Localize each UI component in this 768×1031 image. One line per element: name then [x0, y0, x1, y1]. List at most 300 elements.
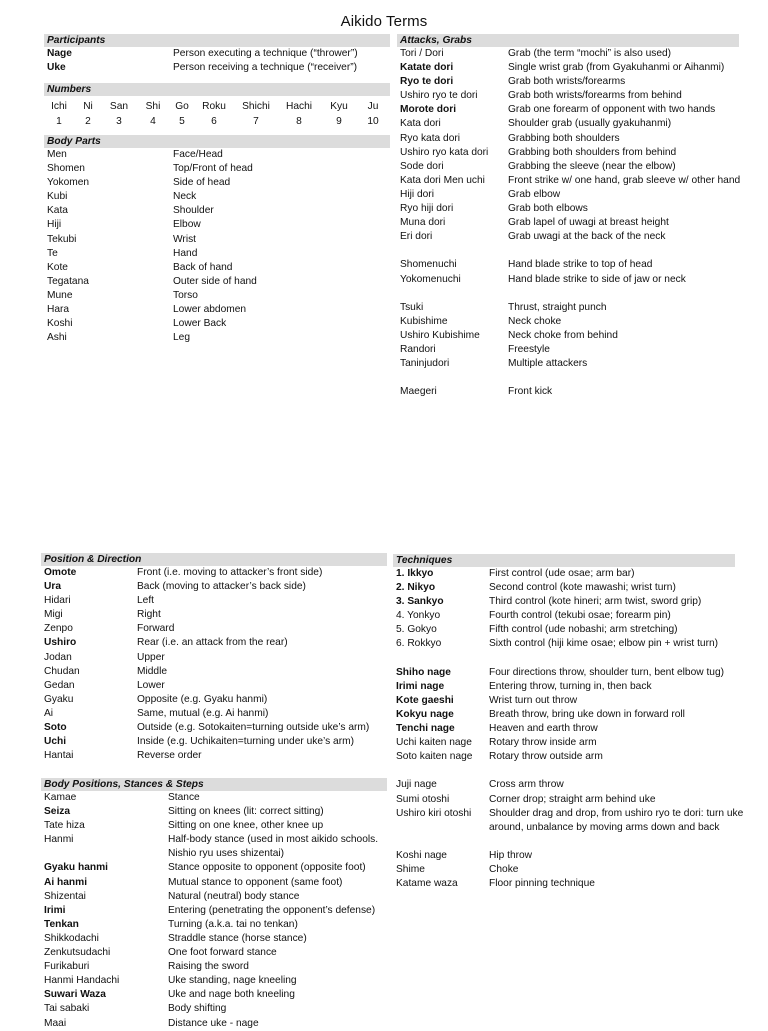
term: Ushiro	[44, 637, 77, 649]
term-row	[393, 849, 735, 863]
term-row	[44, 289, 390, 303]
term: Morote dori	[400, 104, 457, 116]
body-parts-list	[44, 148, 390, 345]
definition: Lower abdomen	[173, 304, 247, 316]
term-row	[397, 329, 739, 343]
row-spacer	[393, 835, 735, 849]
number-column	[324, 100, 354, 129]
term: Omote	[44, 567, 77, 578]
definition: Straddle stance (horse stance)	[168, 932, 307, 944]
definition: Rotary throw inside arm	[489, 737, 597, 749]
definition: Grab uwagi at the back of the neck	[508, 231, 666, 243]
term: Tenchi nage	[396, 723, 455, 735]
definition: Neck	[173, 191, 197, 203]
term: Ushiro Kubishime	[400, 329, 480, 341]
term-row	[41, 833, 387, 847]
term: 4. Yonkyo	[396, 610, 441, 622]
definition: Corner drop; straight arm behind uke	[489, 793, 656, 805]
definition: Single wrist grab (from Gyakuhanmi or Aihanmi)	[508, 62, 725, 74]
definition: Torso	[173, 289, 198, 301]
term-row	[397, 146, 739, 160]
term: Koshi	[47, 318, 73, 330]
term: Irimi nage	[396, 680, 445, 692]
term: Tai sabaki	[44, 1003, 90, 1015]
definition: Upper	[137, 651, 165, 663]
term-row	[393, 609, 735, 623]
definition: First control (ude osae; arm bar)	[489, 568, 635, 579]
body-parts-section	[44, 135, 390, 345]
participants-section	[44, 34, 390, 75]
term-row	[397, 117, 739, 131]
term-row	[41, 791, 387, 805]
term: Ryo te dori	[400, 76, 454, 88]
term: Tenkan	[44, 918, 79, 930]
definition: Stance opposite to opponent (opposite foot)	[168, 862, 366, 874]
term-row	[41, 707, 387, 721]
definition: Turning (a.k.a. tai no tenkan)	[168, 918, 298, 930]
term: Shiho nage	[396, 666, 451, 678]
term-row	[393, 581, 735, 595]
definition: Grabbing both shoulders	[508, 132, 620, 144]
definition: Body shifting	[168, 1003, 227, 1015]
term: Yokomen	[47, 177, 90, 189]
term: Ryo hiji dori	[400, 203, 454, 215]
definition: Person executing a technique (“thrower”)	[173, 48, 358, 59]
definition: One foot forward stance	[168, 947, 277, 959]
term-row	[41, 735, 387, 749]
definition: Front (i.e. moving to attacker’s front side)	[137, 567, 323, 578]
term: Kote gaeshi	[396, 694, 454, 706]
term-row	[41, 580, 387, 594]
term-row	[44, 233, 390, 247]
term-row	[41, 566, 387, 580]
term-row	[393, 877, 735, 891]
term: Soto kaiten nage	[396, 751, 473, 763]
term-row	[397, 301, 739, 315]
term: Tori / Dori	[400, 48, 444, 59]
term-row	[397, 202, 739, 216]
definition: Sitting on one knee, other knee up	[168, 820, 324, 832]
number-digit: 4	[150, 115, 156, 127]
definition: Hand	[173, 247, 198, 259]
definition: Third control (kote hineri; arm twist, sword grip)	[489, 596, 702, 608]
term: Tsuki	[400, 301, 424, 313]
term-row	[393, 567, 735, 581]
definition: Grabbing the sleeve (near the elbow)	[508, 160, 676, 172]
term-row	[41, 636, 387, 650]
term: Taninjudori	[400, 358, 450, 370]
definition: Half-body stance (used in most aikido schools.	[168, 834, 379, 846]
definition: Grab one forearm of opponent with two hands	[508, 104, 716, 116]
number-word: San	[109, 101, 129, 112]
term-row	[393, 778, 735, 792]
number-column	[284, 100, 314, 129]
term-row	[41, 946, 387, 960]
term: Mune	[47, 289, 73, 301]
term: Katate dori	[400, 62, 454, 74]
term-row	[44, 331, 390, 345]
definition: Forward	[137, 623, 175, 635]
term-row	[41, 974, 387, 988]
number-digit: 5	[179, 115, 185, 127]
numbers-section	[44, 83, 390, 130]
section-header: Body Positions, Stances & Steps	[41, 778, 387, 791]
definition: Front strike w/ one hand, grab sleeve w/ other hand	[508, 174, 741, 186]
term: Ushiro ryo te dori	[400, 90, 478, 102]
definition: Sixth control (hiji kime osae; elbow pin + wrist turn)	[489, 638, 719, 650]
term-row	[397, 273, 739, 287]
term-row	[393, 623, 735, 637]
definition: Side of head	[173, 177, 231, 189]
term: Hanmi Handachi	[44, 975, 120, 987]
definition: Opposite (e.g. Gyaku hanmi)	[137, 693, 268, 705]
term: Seiza	[44, 806, 71, 818]
term-row	[44, 247, 390, 261]
term: 6. Rokkyo	[396, 638, 442, 650]
term: Eri dori	[400, 231, 433, 243]
number-word: Hachi	[285, 101, 313, 112]
term: Kata dori	[400, 118, 441, 130]
stances-section	[41, 778, 387, 1031]
row-spacer	[393, 652, 735, 666]
definition: Middle	[137, 665, 168, 677]
term: Tegatana	[47, 275, 89, 287]
definition: Choke	[489, 863, 519, 875]
definition: Breath throw, bring uke down in forward roll	[489, 708, 685, 720]
term-row	[41, 679, 387, 693]
number-column	[73, 100, 103, 129]
term: Men	[47, 149, 67, 160]
definition: Reverse order	[137, 750, 202, 762]
definition: Multiple attackers	[508, 358, 588, 370]
term-row	[393, 680, 735, 694]
term: Irimi	[44, 904, 66, 916]
term: Gedan	[44, 679, 75, 691]
term: Migi	[44, 609, 63, 621]
term: Hara	[47, 304, 70, 316]
term: Shime	[396, 863, 425, 875]
term-row	[397, 103, 739, 117]
definition: Fourth control (tekubi osae; forearm pin)	[489, 610, 671, 622]
term: Te	[47, 247, 58, 259]
definition: Second control (kote mawashi; wrist turn)	[489, 582, 676, 594]
number-column	[138, 100, 168, 129]
term-row	[41, 819, 387, 833]
number-digit: 3	[116, 115, 122, 127]
techniques-section	[393, 554, 744, 891]
term-row	[393, 863, 735, 877]
definition: Hand blade strike to side of jaw or neck	[508, 273, 686, 285]
term-row	[397, 89, 739, 103]
definition: Grab both wrists/forearms from behind	[508, 90, 682, 102]
term-row	[393, 793, 735, 807]
stances-list	[41, 791, 387, 1031]
term-row	[44, 190, 390, 204]
definition: Shoulder	[173, 205, 214, 217]
number-digit: 10	[367, 115, 379, 127]
term: Zenkutsudachi	[44, 947, 111, 959]
row-spacer	[393, 764, 735, 778]
term: Tate hiza	[44, 820, 85, 832]
term-row	[397, 357, 739, 371]
definition: Cross arm throw	[489, 779, 564, 791]
term: Hanmi	[44, 834, 74, 846]
term: Shikkodachi	[44, 932, 99, 944]
definition: Back of hand	[173, 261, 233, 273]
number-digit: 6	[211, 115, 217, 127]
definition: Elbow	[173, 219, 201, 231]
term-row	[397, 315, 739, 329]
term-row	[397, 61, 739, 75]
definition: Rear (i.e. an attack from the rear)	[137, 637, 288, 649]
section-header: Numbers	[44, 83, 390, 96]
number-column	[358, 100, 388, 129]
attacks-list	[397, 47, 739, 399]
definition: Leg	[173, 332, 190, 344]
term: Hiji dori	[400, 188, 434, 200]
term: Yokomenuchi	[400, 273, 461, 285]
number-word: Kyu	[330, 101, 348, 112]
definition: Grab elbow	[508, 188, 561, 200]
term: Kata	[47, 205, 68, 217]
number-column	[241, 100, 271, 129]
term: Kamae	[44, 792, 77, 803]
definition-continued: around, unbalance by moving arms down and back	[489, 821, 720, 833]
term-row	[41, 1002, 387, 1016]
number-column	[199, 100, 229, 129]
definition: Grab (the term “mochi” is also used)	[508, 48, 672, 59]
definition: Freestyle	[508, 343, 550, 355]
term: Jodan	[44, 651, 72, 663]
row-spacer	[397, 244, 739, 258]
definition: Right	[137, 609, 161, 621]
term: Juji nage	[396, 779, 437, 791]
term-row	[393, 807, 744, 821]
page-title: Aikido Terms	[340, 13, 428, 30]
term: Zenpo	[44, 623, 73, 635]
term: Katame waza	[396, 878, 458, 890]
term: Kote	[47, 261, 68, 273]
term-row	[397, 230, 739, 244]
term-row	[393, 637, 735, 651]
definition: Stance	[168, 792, 200, 803]
term-row-continued	[41, 847, 387, 861]
row-spacer	[397, 287, 739, 301]
row-spacer	[397, 371, 739, 385]
definition: Natural (neutral) body stance	[168, 890, 300, 902]
term-row	[44, 176, 390, 190]
term-row	[41, 876, 387, 890]
definition: Entering throw, turning in, then back	[489, 680, 652, 692]
definition: Wrist	[173, 233, 197, 245]
term: Kubi	[47, 191, 68, 203]
definition: Hand blade strike to top of head	[508, 259, 653, 271]
term: Ushiro kiri otoshi	[396, 807, 472, 819]
number-word: Ni	[83, 101, 93, 112]
attacks-section	[397, 34, 739, 399]
term-row	[393, 666, 735, 680]
number-digit: 2	[85, 115, 91, 127]
definition: Grab both wrists/forearms	[508, 76, 626, 88]
term-row	[397, 132, 739, 146]
definition: Top/Front of head	[173, 163, 253, 175]
number-word: Go	[175, 101, 189, 112]
number-column	[44, 100, 74, 129]
term-row	[397, 160, 739, 174]
definition: Outside (e.g. Sotokaiten=turning outside uke’s arm)	[137, 722, 370, 734]
term: Gyaku hanmi	[44, 862, 108, 874]
definition: Distance uke - nage	[168, 1017, 259, 1029]
term-row	[44, 61, 390, 75]
term-row	[44, 303, 390, 317]
section-header: Position & Direction	[41, 553, 387, 566]
term: Ryo kata dori	[400, 132, 461, 144]
term: Kubishime	[400, 315, 448, 327]
definition: Left	[137, 595, 154, 607]
term: Maegeri	[400, 386, 437, 398]
definition: Thrust, straight punch	[508, 301, 607, 313]
term-row	[44, 47, 390, 61]
definition: Heaven and earth throw	[489, 723, 598, 735]
term-row	[44, 162, 390, 176]
term-row	[397, 258, 739, 272]
term-row	[397, 174, 739, 188]
definition: Shoulder drag and drop, from ushiro ryo te dori: turn uke	[489, 807, 744, 819]
term: Chudan	[44, 665, 80, 677]
term-row	[44, 275, 390, 289]
term: Suwari Waza	[44, 989, 106, 1001]
term-row	[41, 960, 387, 974]
term-row	[393, 736, 735, 750]
definition: Sitting on knees (lit: correct sitting)	[168, 806, 324, 818]
term-row	[41, 918, 387, 932]
term-row	[41, 861, 387, 875]
term: Tekubi	[47, 233, 77, 245]
term-row	[397, 343, 739, 357]
definition: Raising the sword	[168, 961, 249, 973]
definition: Uke standing, nage kneeling	[168, 975, 297, 987]
term: Shomenuchi	[400, 259, 457, 271]
term-row-continued	[393, 821, 735, 835]
term-row	[397, 47, 739, 61]
definition: Uke and nage both kneeling	[168, 989, 295, 1001]
number-digit: 8	[296, 115, 302, 127]
term: Muna dori	[400, 217, 446, 229]
position-section	[41, 553, 387, 763]
term: Randori	[400, 343, 436, 355]
definition: Same, mutual (e.g. Ai hanmi)	[137, 707, 269, 719]
term: Ai hanmi	[44, 876, 88, 888]
term-row	[393, 708, 735, 722]
term: Furikaburi	[44, 961, 90, 973]
term-row	[397, 188, 739, 202]
term-row	[44, 204, 390, 218]
number-column	[104, 100, 134, 129]
definition: Person receiving a technique (“receiver”)	[173, 62, 358, 74]
definition: Hip throw	[489, 849, 533, 861]
number-digit: 9	[336, 115, 342, 127]
definition: Four directions throw, shoulder turn, bent elbow tug)	[489, 666, 725, 678]
term: Uchi kaiten nage	[396, 737, 472, 749]
definition: Lower Back	[173, 318, 227, 330]
term: Uchi	[44, 736, 67, 748]
term-row	[41, 693, 387, 707]
term: Sumi otoshi	[396, 793, 450, 805]
term: Shizentai	[44, 890, 86, 902]
definition: Entering (penetrating the opponent’s defense)	[168, 904, 376, 916]
term: Nage	[47, 48, 72, 59]
term: Shomen	[47, 163, 85, 175]
term-row	[44, 317, 390, 331]
term-row	[397, 75, 739, 89]
term: 3. Sankyo	[396, 596, 444, 608]
term: Hidari	[44, 595, 71, 607]
techniques-list	[393, 567, 744, 891]
term-row	[41, 805, 387, 819]
number-digit: 7	[253, 115, 259, 127]
number-word: Roku	[202, 101, 226, 112]
definition-continued: Nishio ryu uses shizentai)	[168, 848, 285, 860]
number-word: Ju	[367, 101, 379, 112]
numbers-grid	[44, 100, 390, 130]
term-row	[41, 890, 387, 904]
number-word: Shi	[145, 101, 161, 112]
definition: Outer side of hand	[173, 275, 257, 287]
definition: Neck choke from behind	[508, 329, 618, 341]
section-header: Body Parts	[44, 135, 390, 148]
definition: Lower	[137, 679, 165, 691]
term-row	[41, 665, 387, 679]
position-list	[41, 566, 387, 763]
definition: Face/Head	[173, 149, 223, 160]
term-row	[44, 218, 390, 232]
definition: Back (moving to attacker’s back side)	[137, 581, 306, 593]
number-digit: 1	[56, 115, 62, 127]
term: Ashi	[47, 332, 67, 344]
term: Hantai	[44, 750, 74, 762]
term: 2. Nikyo	[396, 582, 436, 594]
term-row	[41, 932, 387, 946]
term-row	[41, 594, 387, 608]
definition: Grabbing both shoulders from behind	[508, 146, 677, 158]
term-row	[41, 608, 387, 622]
definition: Front kick	[508, 386, 553, 398]
number-word: Ichi	[51, 101, 67, 112]
term: Ura	[44, 581, 61, 593]
definition: Grab lapel of uwagi at breast height	[508, 217, 669, 229]
term-row	[393, 722, 735, 736]
definition: Grab both elbows	[508, 203, 588, 215]
term: Hiji	[47, 219, 62, 231]
term: Sode dori	[400, 160, 444, 172]
term: Koshi nage	[396, 849, 447, 861]
section-header: Attacks, Grabs	[397, 34, 739, 47]
term-row	[44, 261, 390, 275]
term-row	[41, 749, 387, 763]
term-row	[41, 904, 387, 918]
term-row	[41, 988, 387, 1002]
number-column	[167, 100, 197, 129]
term-row	[397, 385, 739, 399]
term: Gyaku	[44, 693, 74, 705]
section-header: Participants	[44, 34, 390, 47]
term-row	[397, 216, 739, 230]
term: 5. Gokyo	[396, 624, 437, 636]
term: Kokyu nage	[396, 708, 454, 720]
term-row	[44, 148, 390, 162]
term: Soto	[44, 722, 67, 734]
definition: Mutual stance to opponent (same foot)	[168, 876, 343, 888]
